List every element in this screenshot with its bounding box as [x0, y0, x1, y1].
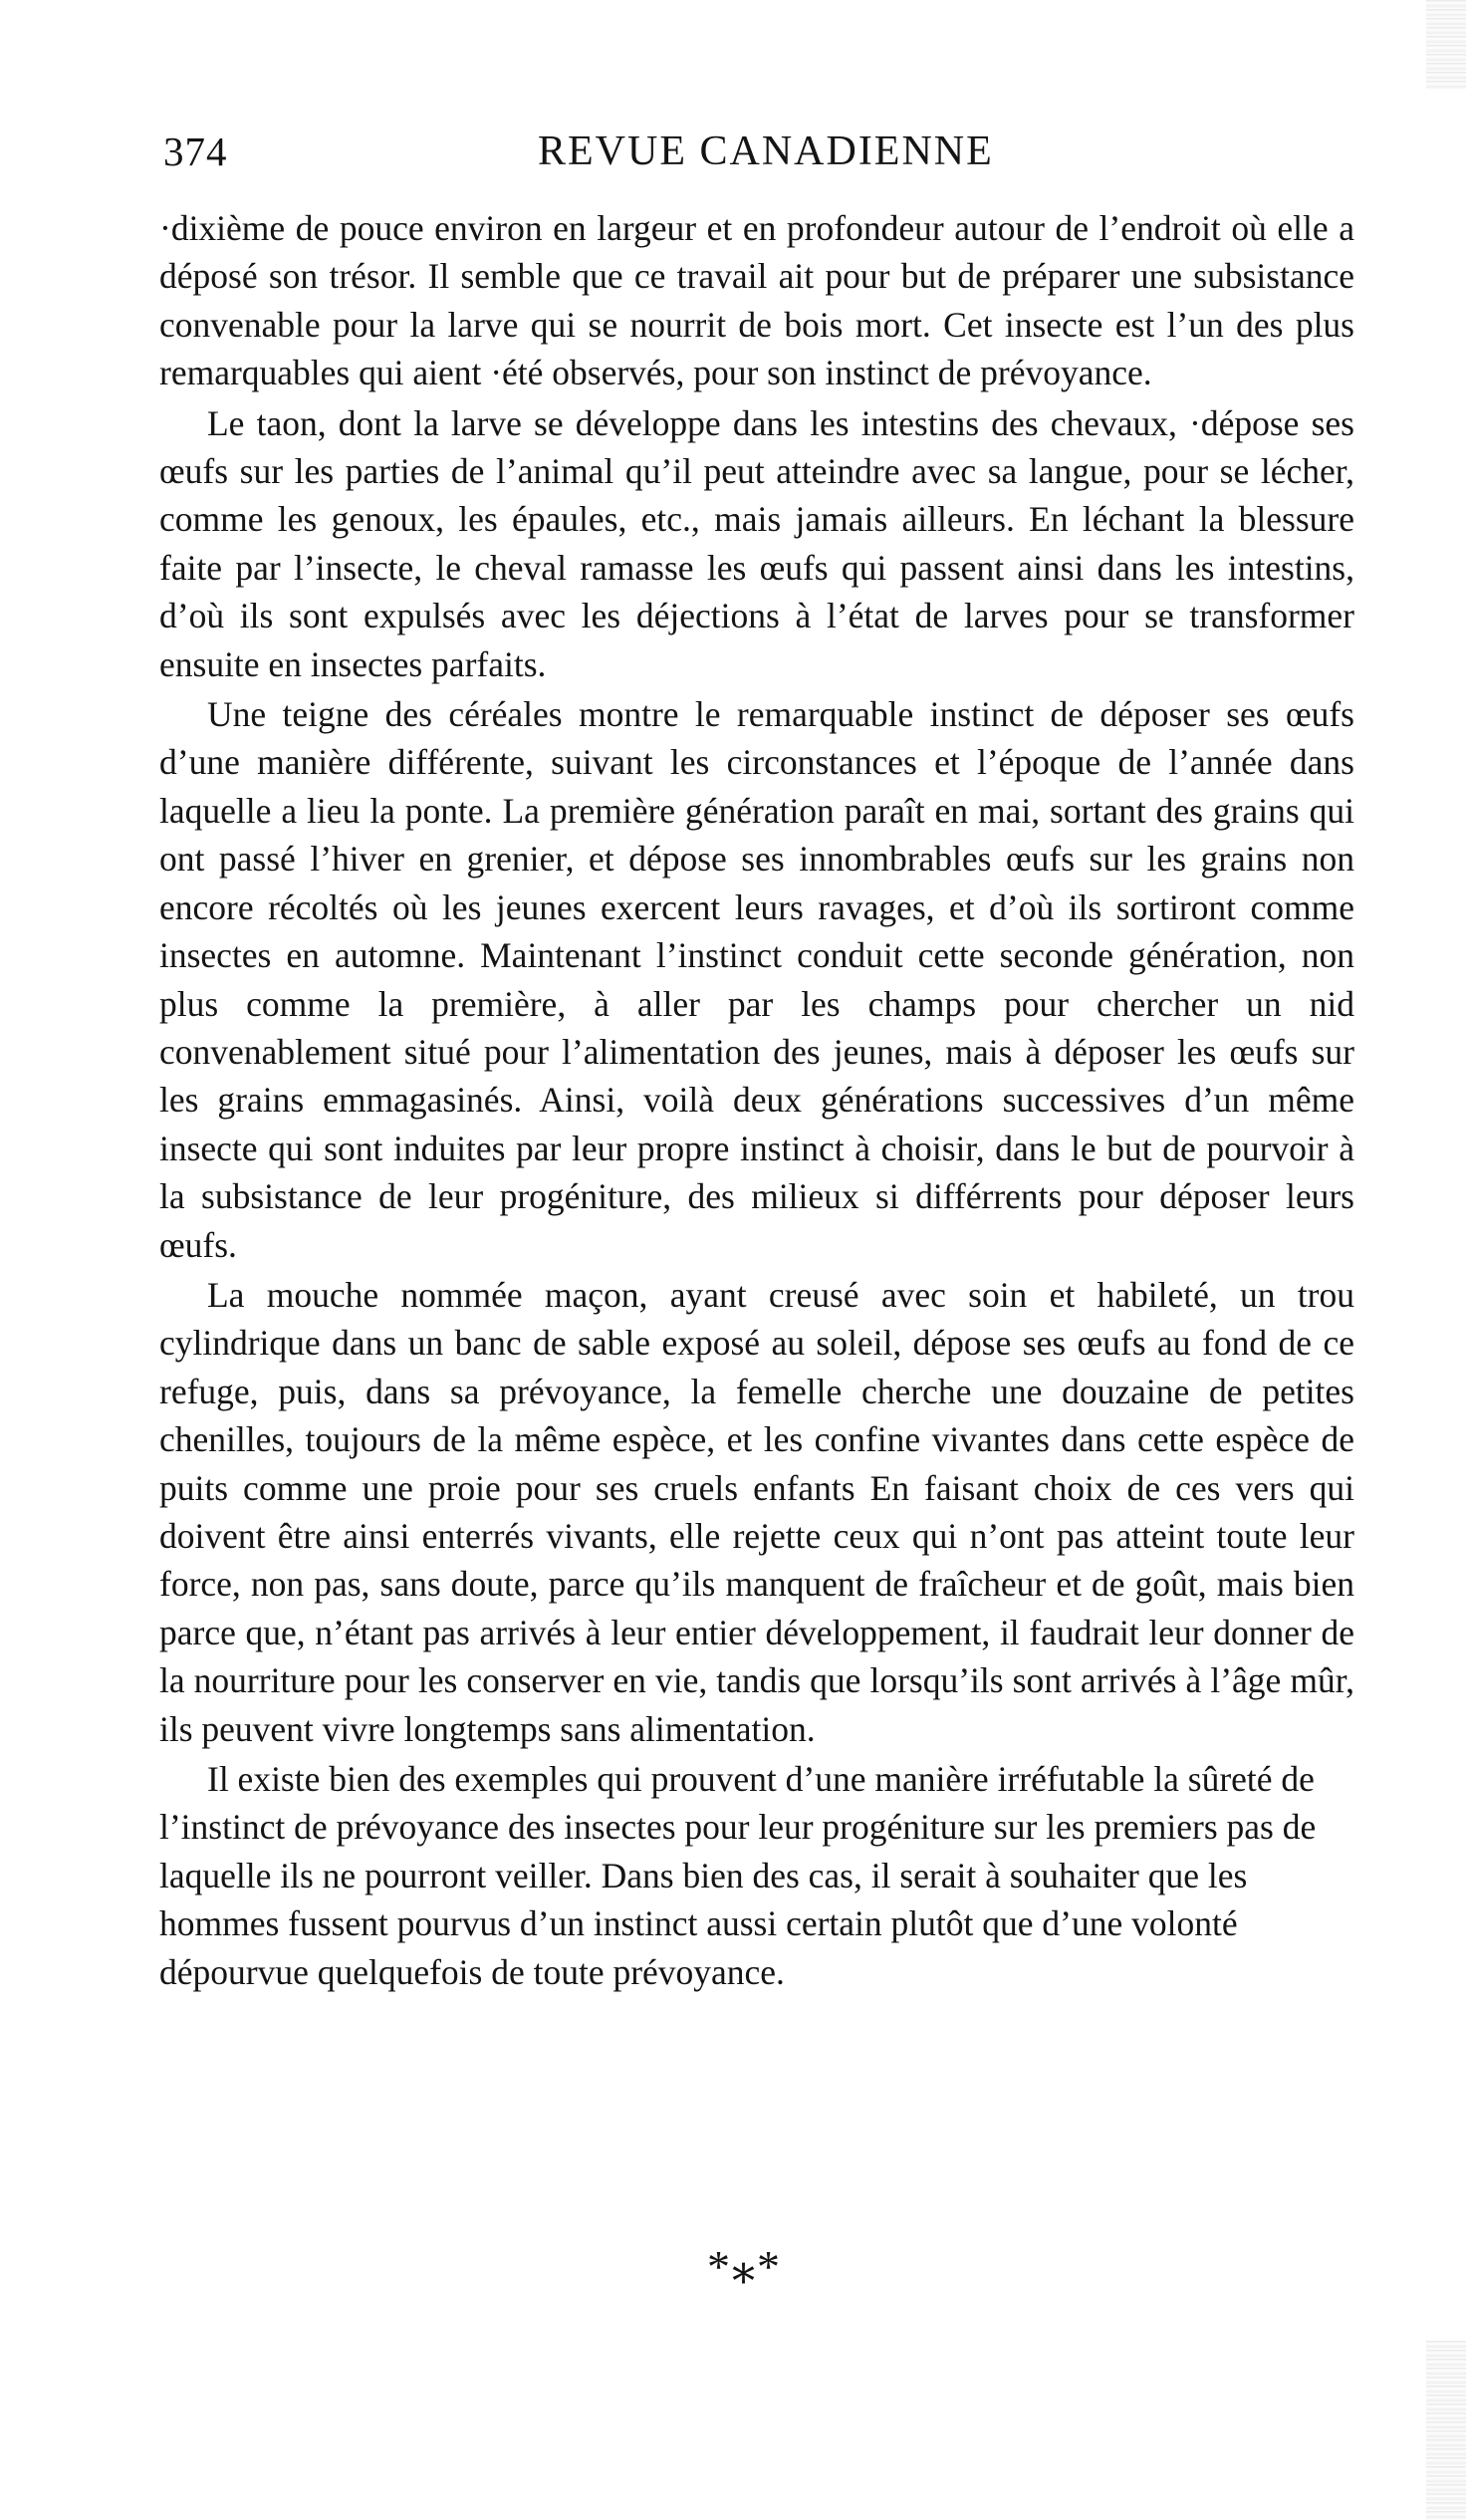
paragraph-5: Il existe bien des exemples qui prouvent d’une manière irréfutable la sûreté de l’instinct de prévoyance des insectes pour leur progéniture sur les premiers pas de laquelle ils ne pourront veiller. Dans bien des cas, il serait à souhaiter que les hommes fussent pourvus d’un instinct aussi certain plutôt que d’une volonté dépourvue quelquefois de toute prévoyance.	[159, 1759, 1317, 1992]
paragraph-1: ·dixième de pouce environ en largeur et en profondeur autour de l’endroit où elle a déposé son trésor. Il semble que ce travail ait pour but de préparer une subsistance convenable pour la larve qui se nourrit de bois mort. Cet insecte est l’un des plus remarquables qui aient ·été observés, pour son instinct de prévoyance.	[159, 208, 1354, 393]
paragraph-4: La mouche nommée maçon, ayant creusé avec soin et habileté, un trou cylindrique dans un banc de sable exposé au soleil, dépose ses œufs au fond de ce refuge, puis, dans sa prévoyance, la femelle cherche une douzaine de petites chenilles, toujours de la même espèce, et les confine vivantes dans cette espèce de puits comme une proie pour ses cruels enfants En faisant choix de ces vers qui doivent être ainsi enterrés vivants, elle rejette ceux qui n’ont pas atteint toute leur force, non pas, sans doute, parce qu’ils manquent de fraîcheur et de goût, mais bien parce que, n’étant pas arrivés à leur entier développement, il faudrait leur donner de la nourriture pour les conserver en vie, tandis que lorsqu’ils sont arrivés à l’âge mûr, ils peuvent vivre longtemps sans alimentation.	[159, 1274, 1354, 1749]
journal-title: REVUE CANADIENNE	[538, 128, 994, 174]
page-number: 374	[163, 128, 228, 174]
paragraph-2: Le taon, dont la larve se développe dans les intestins des chevaux, ·dépose ses œufs sur les parties de l’animal qu’il peut atteindre avec sa langue, pour se lécher, comme les genoux, les épaules, etc., mais jamais ailleurs. En léchant la blessure faite par l’insecte, le cheval ramasse les œufs qui passent ainsi dans les intestins, d’où ils sont expulsés avec les déjections à l’état de larves pour se transformer ensuite en insectes parfaits.	[159, 402, 1354, 684]
paragraph-3: Une teigne des céréales montre le remarquable instinct de déposer ses œufs d’une manière différente, suivant les circonstances et l’époque de l’année dans laquelle a lieu la ponte. La première génération paraît en mai, sortant des grains qui ont passé l’hiver en grenier, et dépose ses innombrables œufs sur les grains non encore récoltés où les jeunes exercent leurs ravages, et d’où ils sortiront comme insectes en automne. Maintenant l’instinct conduit cette seconde génération, non plus comme la première, à aller par les champs pour chercher un nid convenablement situé pour l’alimentation des jeunes, mais à déposer les œufs sur les grains emmagasinés. Ainsi, voilà deux générations successives d’un même insecte qui sont induites par leur propre instinct à choisir, dans le but de pourvoir à la subsistance de leur progéniture, des milieux si différrents pour déposer leurs œufs.	[159, 694, 1354, 1265]
section-asterism: *⁎*	[707, 2241, 782, 2292]
page-edge-mark	[1426, 0, 1466, 90]
body-text	[159, 204, 1354, 1998]
running-head	[159, 127, 1354, 179]
page-edge-mark	[1426, 2341, 1466, 2520]
